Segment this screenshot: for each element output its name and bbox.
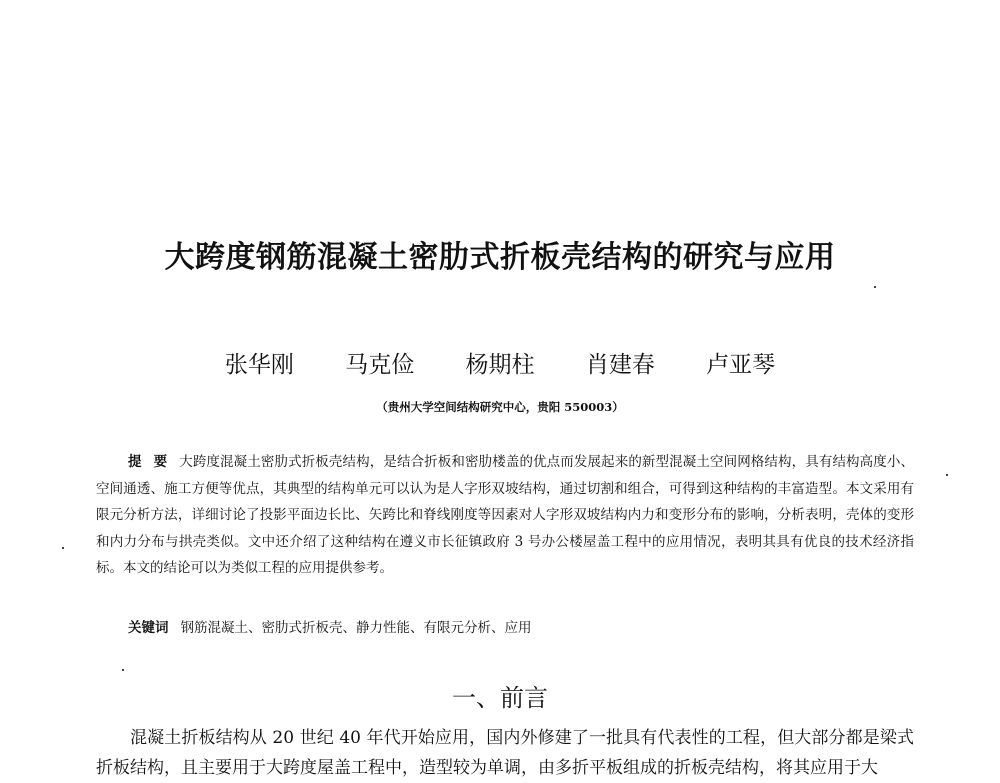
- author-name: 马克俭: [345, 352, 415, 378]
- author-affiliation: （贵州大学空间结构研究中心，贵阳 550003）: [376, 400, 624, 414]
- author-name: 卢亚琴: [706, 352, 776, 378]
- abstract: [96, 449, 914, 582]
- section-body-text: 混凝土折板结构从 20 世纪 40 年代开始应用，国内外修建了一批具有代表性的工程，但大部分都是梁式折板结构，且主要用于大跨度屋盖工程中，造型较为单调，由多折平板组成的折板壳结构，将其应用于大: [96, 728, 914, 778]
- keywords-label: 关键词: [128, 620, 169, 636]
- abstract-label: 提要: [128, 454, 180, 470]
- author-name: 杨期柱: [465, 352, 535, 378]
- keywords: [128, 616, 532, 636]
- keywords-text: 钢筋混凝土、密肋式折板壳、静力性能、有限元分析、应用: [180, 620, 532, 636]
- scan-speck: [122, 669, 124, 671]
- abstract-text: 大跨度混凝土密肋式折板壳结构，是结合折板和密肋楼盖的优点而发展起来的新型混凝土空间网格结构，具有结构高度小、空间通透、施工方便等优点，其典型的结构单元可以认为是人字形双坡结构，通过切割和组合，可得到这种结构的丰富造型。本文采用有限元分析方法，详细讨论了投影平面边长比、矢跨比和脊线刚度等因素对人字形双坡结构内力和变形分布的影响，分析表明，壳体的变形和内力分布与拱壳类似。文中还介绍了这种结构在遵义市长征镇政府 3 号办公楼屋盖工程中的应用情况，表明其具有优良的技术经济指标。本文的结论可以为类似工程的应用提供参考。: [96, 454, 914, 577]
- section-heading: 一、前言: [452, 684, 548, 712]
- author-name: 肖建春: [585, 352, 655, 378]
- author-list: [0, 346, 1000, 379]
- scan-speck: [946, 474, 948, 476]
- author-name: 张华刚: [224, 352, 294, 378]
- scan-speck: [62, 547, 64, 549]
- paper-title: 大跨度钢筋混凝土密肋式折板壳结构的研究与应用: [164, 240, 836, 275]
- scan-speck: [874, 286, 876, 288]
